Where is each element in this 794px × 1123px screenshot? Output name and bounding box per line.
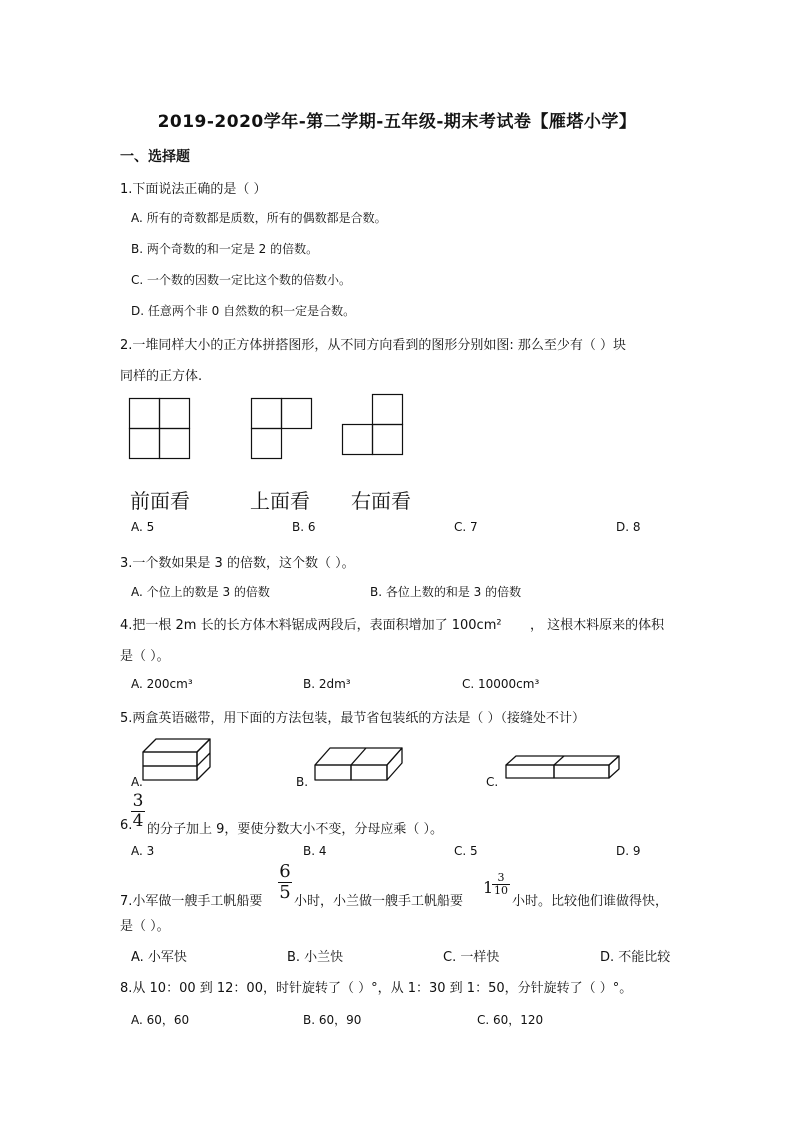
fraction-numerator: 3 bbox=[497, 871, 505, 884]
question-4-stem-cont: 是（ ）。 bbox=[120, 649, 170, 664]
q5-option-b[interactable]: B. bbox=[296, 775, 309, 789]
question-7-stem-mid: 小时，小兰做一艘手工帆船要 bbox=[294, 894, 464, 909]
top-view-figure bbox=[251, 398, 313, 460]
question-4-stem-tail: ， 这根木料原来的体积 bbox=[530, 618, 665, 633]
front-view-label: 前面看 bbox=[130, 489, 190, 513]
q5-option-a[interactable]: A. bbox=[131, 775, 143, 789]
q2-option-d[interactable]: D. 8 bbox=[616, 520, 641, 534]
right-view-figure bbox=[342, 394, 404, 456]
fraction-denominator: 5 bbox=[279, 882, 291, 903]
fraction-denominator: 4 bbox=[132, 811, 144, 831]
question-1-stem: 1.下面说法正确的是（ ） bbox=[120, 182, 267, 197]
right-view-label: 右面看 bbox=[351, 489, 411, 513]
q1-option-d[interactable]: D. 任意两个非 0 自然数的积一定是合数。 bbox=[131, 304, 356, 318]
q6-option-d[interactable]: D. 9 bbox=[616, 844, 641, 858]
question-7-stem-cont: 是（ ）。 bbox=[120, 919, 170, 934]
q1-option-a[interactable]: A. 所有的奇数都是质数，所有的偶数都是合数。 bbox=[131, 211, 387, 225]
q1-option-b[interactable]: B. 两个奇数的和一定是 2 的倍数。 bbox=[131, 242, 319, 256]
q2-option-a[interactable]: A. 5 bbox=[131, 520, 155, 534]
q7-option-a[interactable]: A. 小军快 bbox=[131, 950, 187, 965]
q4-option-b[interactable]: B. 2dm³ bbox=[303, 677, 351, 691]
fraction-6-5 bbox=[277, 862, 293, 902]
q7-option-d[interactable]: D. 不能比较 bbox=[600, 950, 671, 965]
question-3-stem: 3.一个数如果是 3 的倍数，这个数（ ）。 bbox=[120, 556, 355, 571]
q2-option-c[interactable]: C. 7 bbox=[454, 520, 478, 534]
question-7-stem-start: 7.小军做一艘手工帆船要 bbox=[120, 894, 263, 909]
mixed-number-whole: 1 bbox=[483, 878, 494, 897]
q3-option-b[interactable]: B. 各位上数的和是 3 的倍数 bbox=[370, 585, 522, 599]
exam-title: 2019-2020学年-第二学期-五年级-期末考试卷【雁塔小学】 bbox=[157, 112, 637, 132]
question-4-stem: 4.把一根 2m 长的长方体木料锯成两段后，表面积增加了 100cm² bbox=[120, 618, 502, 633]
q7-option-c[interactable]: C. 一样快 bbox=[443, 950, 500, 965]
fraction-3-10 bbox=[492, 872, 510, 897]
end-to-end-boxes-figure bbox=[505, 755, 623, 783]
question-7-stem-end: 小时。比较他们谁做得快， bbox=[512, 894, 669, 909]
question-2-stem-cont: 同样的正方体. bbox=[120, 369, 203, 384]
question-2-stem: 2.一堆同样大小的正方体拼搭图形，从不同方向看到的图形分别如图: 那么至少有（ ）块 bbox=[120, 338, 627, 353]
q3-option-a[interactable]: A. 个位上的数是 3 的倍数 bbox=[131, 585, 270, 599]
q5-option-c[interactable]: C. bbox=[486, 775, 499, 789]
q6-option-b[interactable]: B. 4 bbox=[303, 844, 327, 858]
top-view-label: 上面看 bbox=[250, 489, 310, 513]
question-8-stem: 8.从 10：00 到 12：00，时针旋转了（ ）°，从 1：30 到 1：50，分针旋转了（ ）°。 bbox=[120, 981, 633, 996]
fraction-numerator: 6 bbox=[279, 861, 291, 882]
q8-option-b[interactable]: B. 60，90 bbox=[303, 1013, 362, 1027]
q4-option-c[interactable]: C. 10000cm³ bbox=[462, 677, 540, 691]
q4-option-a[interactable]: A. 200cm³ bbox=[131, 677, 193, 691]
q7-option-b[interactable]: B. 小兰快 bbox=[287, 950, 344, 965]
section-heading: 一、选择题 bbox=[120, 149, 190, 165]
side-by-side-boxes-figure bbox=[314, 747, 406, 783]
q8-option-a[interactable]: A. 60，60 bbox=[131, 1013, 190, 1027]
question-5-stem: 5.两盒英语磁带，用下面的方法包装，最节省包装纸的方法是（ ）（接缝处不计） bbox=[120, 711, 586, 726]
q1-option-c[interactable]: C. 一个数的因数一定比这个数的倍数小。 bbox=[131, 273, 352, 287]
q2-option-b[interactable]: B. 6 bbox=[292, 520, 316, 534]
fraction-denominator: 10 bbox=[494, 884, 508, 897]
q6-option-c[interactable]: C. 5 bbox=[454, 844, 478, 858]
q6-option-a[interactable]: A. 3 bbox=[131, 844, 155, 858]
fraction-numerator: 3 bbox=[132, 791, 144, 811]
question-6-stem: 的分子加上 9，要使分数大小不变，分母应乘（ ）。 bbox=[147, 822, 444, 837]
question-6-number: 6. bbox=[120, 818, 133, 833]
front-view-figure bbox=[129, 398, 191, 460]
q8-option-c[interactable]: C. 60，120 bbox=[477, 1013, 544, 1027]
stacked-boxes-figure bbox=[142, 738, 214, 784]
